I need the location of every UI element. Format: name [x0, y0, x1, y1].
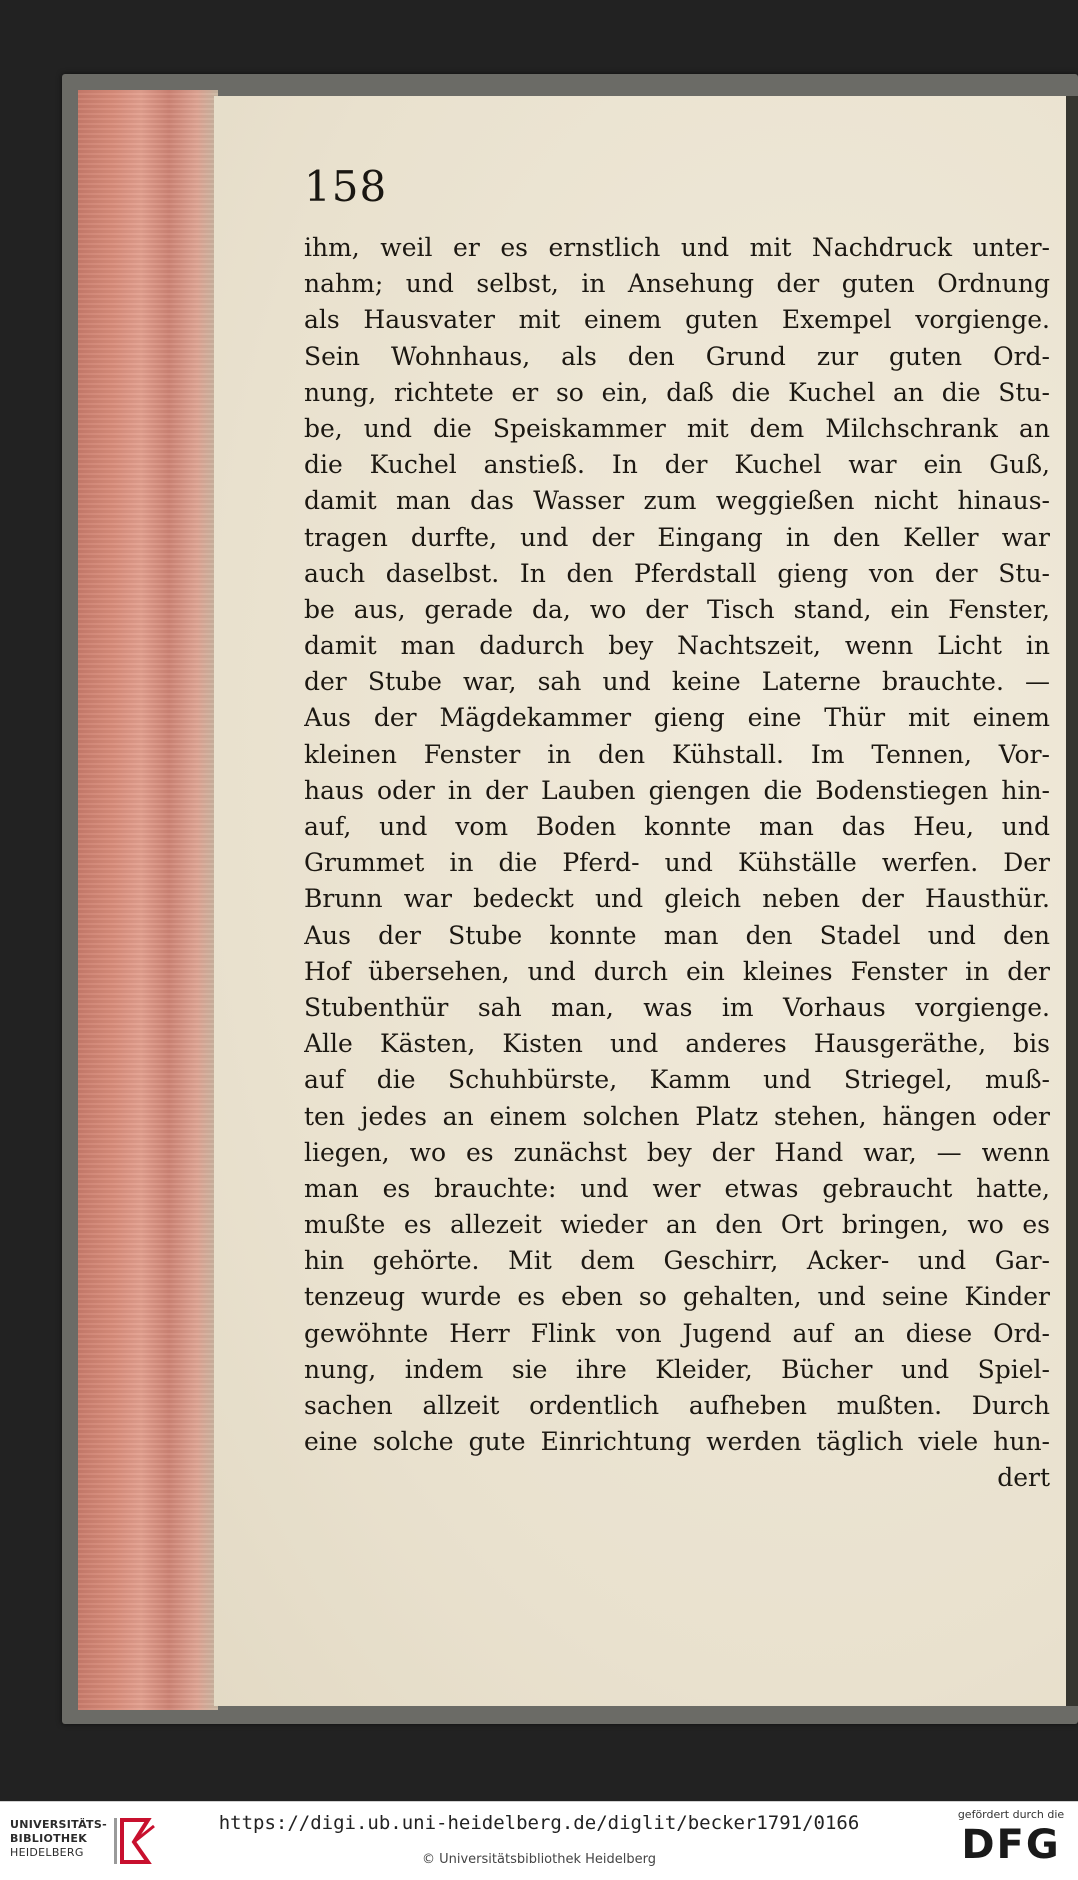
text-line: damit man das Wasser zum weggießen nicht hinaus- [304, 486, 1050, 516]
catchword: dert [997, 1463, 1050, 1493]
text-line: Hof übersehen, und durch ein kleines Fenster in der [304, 956, 1050, 986]
text-line: haus oder in der Lauben giengen die Bodenstiegen hin- [304, 775, 1050, 805]
text-line: tragen durfte, und der Eingang in den Keller war [304, 522, 1050, 552]
text-line: hin gehörte. Mit dem Geschirr, Acker- und Gar- [304, 1246, 1050, 1276]
funder-logo[interactable] [956, 1808, 1066, 1869]
copyright-notice: © Universitätsbibliothek Heidelberg [421, 1852, 656, 1867]
footer-bar [0, 1801, 1078, 1880]
text-line: Alle Kästen, Kisten und anderes Hausgeräthe, bis [304, 1029, 1050, 1059]
text-line: der Stube war, sah und keine Laterne brauchte. — [304, 667, 1050, 697]
text-line: Brunn war bedeckt und gleich neben der Hausthür. [304, 884, 1050, 914]
library-name-line: HEIDELBERG [10, 1846, 84, 1859]
text-line: ten jedes an einem solchen Platz stehen, hängen oder [304, 1101, 1050, 1131]
text-line: sachen allzeit ordentlich aufheben mußten. Durch [304, 1391, 1050, 1420]
text-line: damit man dadurch bey Nachtszeit, wenn Licht in [304, 631, 1050, 661]
text-line: Stubenthür sah man, was im Vorhaus vorgienge. [304, 992, 1050, 1022]
text-line: nung, richtete er so ein, daß die Kuchel an die Stu- [304, 377, 1050, 407]
text-line: man es brauchte: und wer etwas gebraucht hatte, [304, 1173, 1050, 1203]
funder-caption: gefördert durch die [957, 1808, 1065, 1821]
text-line: die Kuchel anstieß. In der Kuchel war ein Guß, [304, 450, 1050, 480]
text-line: gewöhnte Herr Flink von Jugend auf an diese Ord- [304, 1318, 1050, 1348]
text-line: mußte es allezeit wieder an den Ort bringen, wo es [304, 1210, 1050, 1240]
page-gutter [1066, 96, 1078, 1706]
page-edge-red [78, 90, 218, 1710]
library-name-line: BIBLIOTHEK [10, 1832, 88, 1845]
text-line: auch daselbst. In den Pferdstall gieng von der Stu- [304, 558, 1050, 588]
text-line: Sein Wohnhaus, als den Grund zur guten Ord- [304, 341, 1050, 371]
text-line: nahm; und selbst, in Ansehung der guten Ordnung [304, 269, 1050, 299]
page-text [304, 230, 1050, 1497]
text-line: auf, und vom Boden konnte man das Heu, und [304, 812, 1050, 841]
text-line: als Hausvater mit einem guten Exempel vorgienge. [304, 305, 1050, 335]
permalink-url[interactable]: https://digi.ub.uni-heidelberg.de/diglit/becker1791/0166 [218, 1812, 860, 1834]
text-line: liegen, wo es zunächst bey der Hand war, — wenn [304, 1137, 1050, 1167]
dfg-logo: DFG [961, 1822, 1061, 1868]
text-line: Aus der Mägdekammer gieng eine Thür mit einem [304, 703, 1050, 733]
text-line: kleinen Fenster in den Kühstall. Im Tennen, Vor- [304, 739, 1050, 769]
text-line: be aus, gerade da, wo der Tisch stand, ein Fenster, [304, 594, 1050, 624]
text-line: Aus der Stube konnte man den Stadel und den [304, 920, 1050, 950]
page-number: 158 [304, 162, 388, 211]
text-line: eine solche gute Einrichtung werden täglich viele hun- [304, 1427, 1050, 1457]
text-line: auf die Schuhbürste, Kamm und Striegel, muß- [304, 1065, 1050, 1095]
text-line: be, und die Speiskammer mit dem Milchschrank an [304, 413, 1050, 443]
text-line: ihm, weil er es ernstlich und mit Nachdruck unter- [304, 233, 1050, 262]
library-name-line: UNIVERSITÄTS- [10, 1818, 107, 1831]
text-line: tenzeug wurde es eben so gehalten, und seine Kinder [304, 1282, 1050, 1312]
text-line: nung, indem sie ihre Kleider, Bücher und Spiel- [304, 1354, 1050, 1384]
text-line: Grummet in die Pferd- und Kühställe werfen. Der [304, 848, 1050, 878]
